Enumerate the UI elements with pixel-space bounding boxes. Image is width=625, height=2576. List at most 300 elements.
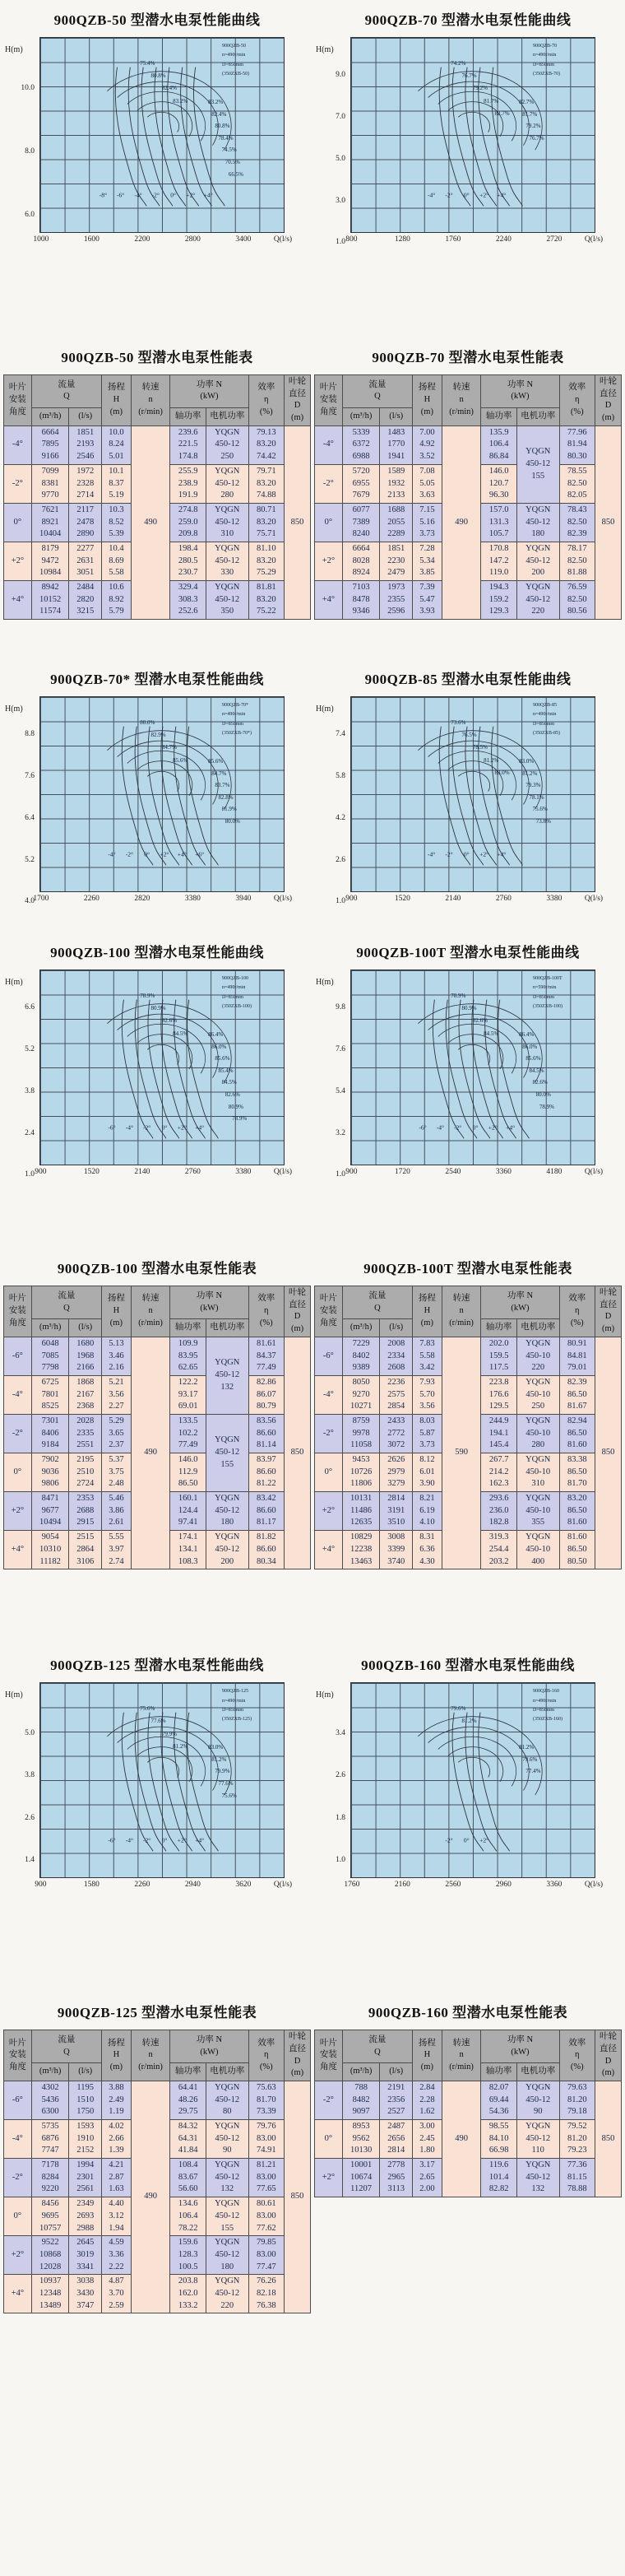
value-line: 转速 bbox=[452, 383, 470, 393]
chart-section bbox=[3, 941, 311, 1181]
value-line: 3.17 bbox=[419, 2160, 435, 2170]
chart-title: 900QZB-50 型潜水电泵性能曲线 bbox=[53, 12, 261, 28]
angle-cell: +4° bbox=[4, 581, 32, 620]
efficiency-label: 84.5% bbox=[529, 1067, 544, 1074]
x-tick: 3380 bbox=[184, 895, 201, 904]
blade-angle-label: -4° bbox=[428, 191, 436, 199]
value-line: 82.39 bbox=[567, 1377, 587, 1387]
blade-angle-label: -2° bbox=[151, 191, 160, 199]
value-line: 9978 bbox=[352, 1428, 370, 1438]
angle-cell: +4° bbox=[4, 2275, 32, 2313]
legend-line: 900QZB-125 bbox=[222, 1689, 248, 1695]
efficiency-label: 78.9% bbox=[232, 1115, 248, 1123]
flow-ls-cell bbox=[69, 1337, 102, 1375]
value-line: 效率 bbox=[568, 2038, 586, 2048]
value-line: Q bbox=[63, 2047, 70, 2057]
value-line: 1972 bbox=[76, 466, 95, 476]
blade-angle-label: -2° bbox=[143, 1123, 151, 1132]
efficiency-label: 78.9% bbox=[451, 992, 466, 999]
value-line: 3510 bbox=[387, 1518, 405, 1527]
angle-cell: -2° bbox=[315, 464, 343, 503]
head-cell bbox=[413, 503, 442, 542]
efficiency-label: 81.2% bbox=[484, 756, 499, 764]
blade-angle-label: -4° bbox=[134, 191, 142, 199]
value-line: 2515 bbox=[76, 1532, 95, 1542]
flow-ls-cell bbox=[380, 1492, 413, 1531]
value-line: 2.84 bbox=[419, 2082, 435, 2092]
value-line: 2152 bbox=[76, 2146, 95, 2155]
value-line: 82.07 bbox=[488, 2082, 509, 2092]
value-line: η bbox=[264, 2050, 269, 2060]
value-line: 280 bbox=[220, 491, 234, 500]
value-line: 9472 bbox=[41, 556, 59, 565]
legend-line: 900QZB-70 bbox=[533, 44, 557, 49]
header-blade-angle bbox=[4, 2030, 32, 2081]
legend-line: 900QZB-100 bbox=[222, 976, 248, 982]
motor-power-cell bbox=[206, 1337, 248, 1414]
shaft-power-cell bbox=[170, 1414, 206, 1453]
value-line: 86.50 bbox=[567, 1467, 587, 1476]
value-line: 97.41 bbox=[178, 1518, 198, 1527]
motor-power-cell bbox=[206, 2197, 248, 2236]
value-line: 2.45 bbox=[419, 2133, 435, 2143]
flow-m3h-cell bbox=[342, 1453, 380, 1492]
header-flow-m3h: (m³/h) bbox=[31, 2063, 69, 2081]
header-efficiency bbox=[559, 375, 595, 426]
value-line: 效率 bbox=[257, 1294, 275, 1304]
value-line: 221.5 bbox=[178, 439, 198, 449]
legend-line: D=850mm bbox=[533, 721, 555, 727]
head-cell bbox=[102, 2159, 132, 2197]
chart-section bbox=[3, 1653, 311, 1894]
value-line: 3.90 bbox=[419, 1479, 435, 1489]
value-line: 功率 N bbox=[196, 1290, 223, 1300]
value-line: 2.59 bbox=[109, 2300, 124, 2310]
efficiency-label: 78.1% bbox=[529, 793, 544, 801]
value-line: 350 bbox=[220, 607, 234, 616]
value-line: 2.00 bbox=[419, 2184, 435, 2194]
flow-ls-cell bbox=[380, 1453, 413, 1492]
x-tick: 3380 bbox=[546, 895, 562, 904]
table-title: 900QZB-100 型潜水电泵性能表 bbox=[57, 1261, 257, 1277]
header-motor-power: 电机功率 bbox=[206, 2063, 248, 2081]
value-line: 2334 bbox=[387, 1351, 405, 1360]
shaft-power-cell bbox=[170, 1375, 206, 1414]
blade-angle-label: +4° bbox=[203, 191, 213, 199]
value-line: 7103 bbox=[352, 583, 370, 592]
value-line: 162.0 bbox=[178, 2288, 198, 2298]
legend-line: (350ZXB-100) bbox=[222, 1004, 252, 1010]
shaft-power-cell bbox=[170, 2197, 206, 2236]
value-line: 400 bbox=[531, 1556, 545, 1566]
value-line: 79.71 bbox=[256, 466, 276, 476]
y-tick: 2.6 bbox=[25, 1813, 35, 1822]
flow-ls-cell bbox=[69, 2159, 102, 2197]
flow-ls-cell bbox=[69, 425, 102, 464]
x-axis bbox=[35, 1168, 293, 1181]
legend-line: D=850mm bbox=[533, 1707, 555, 1713]
header-flow-ls: (l/s) bbox=[69, 2063, 102, 2081]
angle-cell: +2° bbox=[4, 1492, 32, 1531]
value-line: 7085 bbox=[41, 1351, 59, 1360]
header-speed bbox=[442, 1286, 481, 1337]
motor-power-cell bbox=[206, 542, 248, 580]
value-line: 450-12 bbox=[215, 2288, 240, 2298]
value-line: D bbox=[294, 401, 301, 411]
value-line: 83.95 bbox=[178, 1351, 198, 1360]
value-line: n bbox=[459, 1306, 464, 1316]
value-line: 2478 bbox=[76, 517, 95, 527]
efficiency-label: 85.6% bbox=[525, 1055, 541, 1062]
x-axis-unit: Q(l/s) bbox=[584, 235, 604, 244]
value-line: 214.2 bbox=[488, 1467, 509, 1476]
value-line: 98.55 bbox=[488, 2122, 509, 2131]
efficiency-label: 79.6% bbox=[451, 1704, 466, 1712]
efficiency-label: 84.5% bbox=[173, 1030, 188, 1037]
value-line: 450-12 bbox=[525, 2172, 551, 2182]
value-line: 1.63 bbox=[109, 2184, 124, 2194]
flow-m3h-cell bbox=[342, 464, 380, 503]
value-line: YQGN bbox=[525, 447, 551, 457]
head-cell bbox=[102, 1492, 132, 1531]
value-line: 2724 bbox=[76, 1479, 95, 1489]
efficiency-cell bbox=[248, 2081, 285, 2119]
value-line: 2551 bbox=[76, 1440, 95, 1450]
efficiency-label: 80.8% bbox=[215, 123, 230, 130]
value-line: 2915 bbox=[76, 1518, 95, 1527]
value-line: 74.42 bbox=[256, 452, 276, 462]
y-tick: 2.6 bbox=[336, 1771, 345, 1780]
x-axis bbox=[345, 1168, 604, 1181]
value-line: 77.36 bbox=[567, 2160, 587, 2170]
value-line: (m) bbox=[601, 1324, 615, 1334]
value-line: 117.5 bbox=[489, 1363, 509, 1373]
flow-ls-cell bbox=[380, 581, 413, 620]
flow-m3h-cell bbox=[31, 581, 69, 620]
value-line: 77.62 bbox=[256, 2223, 276, 2233]
y-tick: 6.0 bbox=[25, 210, 35, 219]
efficiency-label: 84.7% bbox=[161, 744, 177, 751]
value-line: 112.9 bbox=[178, 1467, 198, 1476]
x-tick: 2140 bbox=[445, 895, 461, 904]
value-line: 2289 bbox=[387, 529, 405, 539]
efficiency-cell bbox=[248, 2159, 285, 2197]
y-axis-label: H(m) bbox=[5, 704, 23, 714]
efficiency-label: 74.5% bbox=[221, 146, 237, 154]
header-head bbox=[413, 375, 442, 426]
motor-power-cell bbox=[516, 425, 559, 503]
table-title: 900QZB-160 型潜水电泵性能表 bbox=[368, 2005, 568, 2021]
efficiency-label: 80.8% bbox=[150, 72, 166, 80]
value-line: 5339 bbox=[352, 427, 370, 437]
value-line: 扬程 bbox=[418, 1294, 436, 1304]
header-impeller-diameter bbox=[595, 2030, 622, 2081]
value-line: 450-12 bbox=[215, 2249, 240, 2259]
value-line: 11207 bbox=[350, 2184, 373, 2194]
efficiency-label: 86.0% bbox=[211, 1043, 227, 1050]
value-line: (%) bbox=[570, 407, 584, 416]
value-line: H bbox=[424, 1306, 431, 1316]
efficiency-label: 83.0% bbox=[519, 757, 535, 765]
value-line: 6077 bbox=[352, 505, 370, 514]
value-line: 146.0 bbox=[488, 466, 509, 476]
x-tick: 900 bbox=[345, 1168, 358, 1177]
legend-line: D=850mm bbox=[222, 721, 244, 727]
head-cell bbox=[102, 542, 132, 580]
blade-angle-label: -2° bbox=[143, 1836, 151, 1844]
legend-line: n=490r/min bbox=[222, 985, 246, 991]
header-impeller-diameter bbox=[285, 375, 311, 426]
header-flow bbox=[31, 1286, 101, 1319]
value-line: 6664 bbox=[352, 543, 370, 553]
value-line: (m) bbox=[290, 413, 304, 423]
efficiency-label: 81.7% bbox=[522, 110, 538, 118]
table-title: 900QZB-100T 型潜水电泵性能表 bbox=[363, 1261, 572, 1277]
value-line: 1.39 bbox=[109, 2146, 124, 2155]
value-line: 3215 bbox=[76, 607, 95, 616]
x-tick: 2260 bbox=[83, 895, 100, 904]
shaft-power-cell bbox=[170, 2236, 206, 2275]
value-line: 8.37 bbox=[109, 478, 124, 488]
blade-angle-label: -8° bbox=[99, 191, 107, 199]
value-line: 流量 bbox=[58, 379, 76, 389]
flow-m3h-cell bbox=[31, 2159, 69, 2197]
value-line: 160.1 bbox=[178, 1494, 198, 1504]
value-line: 直径 bbox=[600, 1300, 618, 1309]
value-line: 9036 bbox=[41, 1467, 59, 1476]
legend-line: n=590r/min bbox=[533, 985, 557, 991]
value-line: 1941 bbox=[387, 452, 405, 462]
value-line: 81.60 bbox=[567, 1440, 587, 1450]
value-line: 194.1 bbox=[488, 1428, 509, 1438]
value-line: 2820 bbox=[76, 594, 95, 604]
efficiency-label: 84.5% bbox=[221, 1079, 237, 1086]
value-line: 6.01 bbox=[419, 1467, 435, 1476]
shaft-power-cell bbox=[170, 1492, 206, 1531]
x-axis-unit: Q(l/s) bbox=[584, 1881, 604, 1890]
motor-power-cell bbox=[516, 1414, 559, 1453]
x-tick: 4180 bbox=[546, 1168, 562, 1177]
y-axis-label: H(m) bbox=[316, 704, 334, 714]
value-line: 2335 bbox=[76, 1428, 95, 1438]
value-line: H bbox=[113, 1306, 120, 1316]
chart-section bbox=[3, 8, 311, 249]
value-line: 77.65 bbox=[256, 2184, 276, 2194]
value-line: 174.8 bbox=[178, 452, 198, 462]
value-line: YQGN bbox=[215, 583, 240, 592]
efficiency-label: 82.8% bbox=[218, 793, 234, 801]
x-axis-unit: Q(l/s) bbox=[273, 1168, 293, 1177]
value-line: 223.8 bbox=[488, 1377, 509, 1387]
value-line: 叶片 bbox=[319, 2038, 337, 2048]
efficiency-cell bbox=[248, 1453, 285, 1492]
chart-legend bbox=[533, 1687, 592, 1725]
shaft-power-cell bbox=[481, 1375, 517, 1414]
value-line: D bbox=[604, 401, 612, 411]
value-line: 3.70 bbox=[109, 2288, 124, 2298]
value-line: 7.83 bbox=[419, 1338, 435, 1348]
value-line: 10829 bbox=[350, 1532, 373, 1542]
blade-angle-label: +4° bbox=[506, 1123, 516, 1132]
value-line: 238.9 bbox=[178, 478, 198, 488]
head-cell bbox=[413, 1414, 442, 1453]
x-axis bbox=[344, 1881, 604, 1894]
value-line: 3.97 bbox=[109, 1544, 124, 1554]
header-blade-angle bbox=[315, 1286, 343, 1337]
value-line: 2527 bbox=[387, 2107, 405, 2117]
head-cell bbox=[413, 2120, 442, 2159]
efficiency-cell bbox=[248, 1414, 285, 1453]
value-line: 10404 bbox=[39, 529, 62, 539]
header-power bbox=[170, 375, 248, 408]
chart-panel bbox=[39, 969, 285, 1165]
x-axis bbox=[345, 235, 604, 249]
value-line: Q bbox=[374, 2047, 381, 2057]
value-line: 176.6 bbox=[488, 1389, 509, 1399]
efficiency-label: 81.9% bbox=[221, 806, 237, 813]
efficiency-label: 80.0% bbox=[225, 818, 240, 825]
value-line: 4.10 bbox=[419, 1518, 435, 1527]
header-flow-m3h: (m³/h) bbox=[342, 2063, 380, 2081]
value-line: 79.01 bbox=[567, 1363, 587, 1373]
y-tick: 6.6 bbox=[25, 1003, 35, 1012]
value-line: 9677 bbox=[41, 1505, 59, 1515]
value-line: 6048 bbox=[41, 1338, 59, 1348]
y-tick: 5.4 bbox=[336, 1086, 345, 1095]
value-line: YQGN bbox=[215, 505, 240, 514]
value-line: 2328 bbox=[76, 478, 95, 488]
shaft-power-cell bbox=[170, 2081, 206, 2119]
value-line: 2.48 bbox=[109, 1479, 124, 1489]
x-tick: 3400 bbox=[235, 235, 252, 244]
value-line: YQGN bbox=[525, 2160, 551, 2170]
blade-angle-label: +2° bbox=[160, 850, 169, 858]
value-line: 41.84 bbox=[178, 2146, 198, 2155]
value-line: 2.49 bbox=[109, 2095, 124, 2104]
flow-m3h-cell bbox=[31, 2120, 69, 2159]
chart-wrap bbox=[316, 969, 604, 1181]
value-line: 236.0 bbox=[488, 1505, 509, 1515]
value-line: YQGN bbox=[215, 2199, 240, 2209]
value-line: 10726 bbox=[350, 1467, 373, 1476]
value-line: 29.75 bbox=[178, 2107, 198, 2117]
value-line: (m) bbox=[290, 1324, 304, 1334]
motor-power-cell bbox=[206, 2120, 248, 2159]
chart-panel bbox=[350, 37, 595, 233]
header-flow-ls: (l/s) bbox=[380, 1318, 413, 1337]
efficiency-label: 81.2% bbox=[211, 1755, 227, 1763]
header-motor-power: 电机功率 bbox=[516, 2063, 559, 2081]
efficiency-label: 78.9% bbox=[539, 1103, 555, 1110]
shaft-power-cell bbox=[170, 1531, 206, 1569]
table-title: 900QZB-70 型潜水电泵性能表 bbox=[372, 350, 564, 365]
value-line: 75.71 bbox=[256, 529, 276, 539]
value-line: 7.15 bbox=[419, 505, 435, 514]
flow-m3h-cell bbox=[342, 425, 380, 464]
value-line: 2854 bbox=[387, 1402, 405, 1411]
value-line: 2814 bbox=[387, 2146, 405, 2155]
value-line: 79.63 bbox=[567, 2082, 587, 2092]
value-line: 84.81 bbox=[567, 1351, 587, 1360]
chart-legend bbox=[533, 701, 592, 739]
value-line: 2230 bbox=[387, 556, 405, 565]
chart-section bbox=[314, 941, 622, 1181]
x-tick: 2820 bbox=[134, 895, 150, 904]
blade-angle-label: 0° bbox=[144, 850, 150, 858]
value-line: 450-12 bbox=[525, 458, 551, 468]
value-line: (kW) bbox=[200, 1303, 219, 1313]
flow-m3h-cell bbox=[342, 1375, 380, 1414]
value-line: 81.67 bbox=[567, 1402, 587, 1411]
shaft-power-cell bbox=[481, 2081, 517, 2119]
flow-ls-cell bbox=[69, 1414, 102, 1453]
value-line: 叶轮 bbox=[289, 377, 307, 386]
flow-m3h-cell bbox=[31, 503, 69, 542]
angle-cell: 0° bbox=[4, 2197, 32, 2236]
value-line: 75.22 bbox=[256, 607, 276, 616]
value-line: 3.42 bbox=[419, 1363, 435, 1373]
speed-cell: 590 bbox=[442, 1337, 481, 1569]
shaft-power-cell bbox=[170, 2275, 206, 2313]
efficiency-cell bbox=[559, 1531, 595, 1569]
value-line: 9270 bbox=[352, 1389, 370, 1399]
performance-table bbox=[3, 2030, 311, 2313]
value-line: 效率 bbox=[257, 383, 275, 393]
motor-power-cell bbox=[516, 503, 559, 542]
x-tick: 2760 bbox=[184, 1168, 201, 1177]
value-line: 81.70 bbox=[256, 2095, 276, 2104]
efficiency-label: 79.2% bbox=[525, 123, 541, 130]
diameter-cell: 850 bbox=[285, 425, 311, 619]
efficiency-label: 75.6% bbox=[532, 806, 548, 813]
y-tick: 10.0 bbox=[21, 83, 35, 92]
blade-angle-label: +4° bbox=[195, 1123, 205, 1132]
value-line: 81.81 bbox=[256, 583, 276, 592]
shaft-power-cell bbox=[481, 2159, 517, 2197]
angle-cell: 0° bbox=[315, 503, 343, 542]
value-line: 安装 bbox=[319, 2050, 337, 2060]
y-tick: 7.0 bbox=[336, 113, 345, 122]
tables-row-1 bbox=[0, 346, 625, 620]
value-line: 2608 bbox=[387, 1363, 405, 1373]
value-line: 叶轮 bbox=[600, 377, 618, 386]
value-line: 155 bbox=[220, 1459, 234, 1469]
efficiency-label: 81.2% bbox=[461, 1718, 477, 1725]
value-line: 450-10 bbox=[525, 1544, 551, 1554]
value-line: 11486 bbox=[350, 1505, 373, 1515]
value-line: 7.93 bbox=[419, 1377, 435, 1387]
header-power bbox=[170, 2030, 248, 2063]
value-line: 8.92 bbox=[109, 594, 124, 604]
value-line: 82.94 bbox=[567, 1416, 587, 1425]
value-line: 5735 bbox=[41, 2122, 59, 2131]
value-line: 12635 bbox=[350, 1518, 373, 1527]
value-line: 83.20 bbox=[256, 478, 276, 488]
value-line: 8284 bbox=[41, 2172, 59, 2182]
value-line: 5720 bbox=[352, 466, 370, 476]
flow-m3h-cell bbox=[342, 503, 380, 542]
header-efficiency bbox=[248, 375, 285, 426]
x-tick: 1720 bbox=[394, 1168, 410, 1177]
value-line: 8456 bbox=[41, 2199, 59, 2209]
value-line: 83.00 bbox=[256, 2211, 276, 2220]
value-line: 3.56 bbox=[419, 1402, 435, 1411]
diameter-cell: 850 bbox=[595, 2081, 622, 2197]
value-line: 129.3 bbox=[488, 607, 509, 616]
blade-angle-label: -6° bbox=[108, 1123, 116, 1132]
value-line: 2166 bbox=[76, 1363, 95, 1373]
header-efficiency bbox=[559, 1286, 595, 1337]
